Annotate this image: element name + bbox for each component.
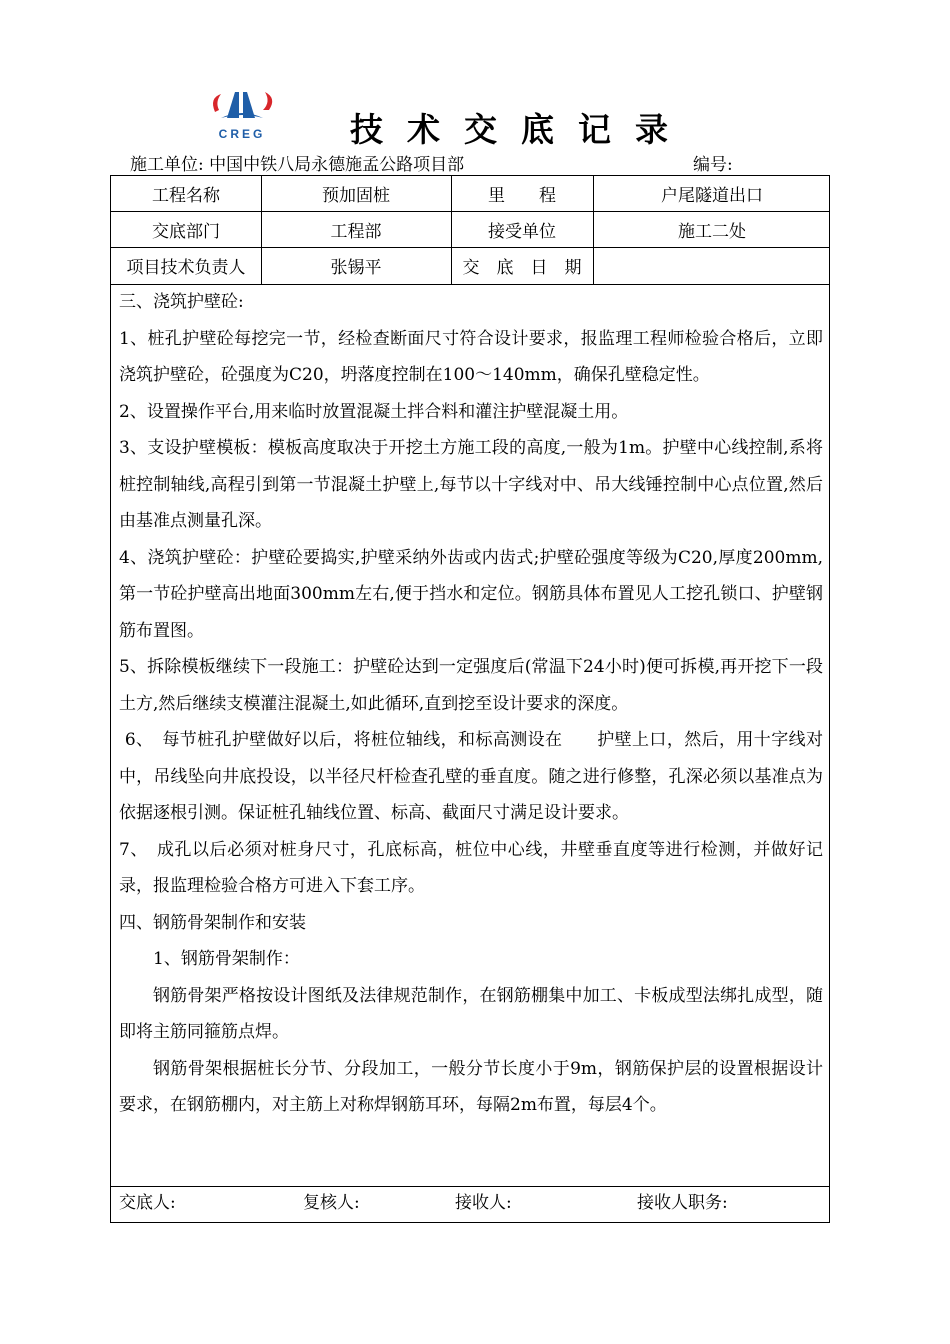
construction-unit-label: 施工单位:	[130, 155, 204, 175]
company-logo	[205, 88, 279, 142]
table-row-divider	[111, 1186, 829, 1187]
receiver-signature: 接收人:	[455, 1193, 512, 1213]
tech-lead-label: 项目技术负责人	[126, 258, 246, 278]
mileage-label: 里 程	[488, 186, 556, 206]
section-heading: 四、钢筋骨架制作和安装	[119, 912, 306, 933]
presenter-signature: 交底人:	[119, 1193, 176, 1213]
paragraph: 1、桩孔护壁砼每挖完一节，经检查断面尺寸符合设计要求，报监理工程师检验合格后，立即浇筑护壁砼，砼强度为C20，坍落度控制在100～140mm，确保孔壁稳定性。	[119, 328, 823, 385]
paragraph: 7、 成孔以后必须对桩身尺寸，孔底标高，桩位中心线，井壁垂直度等进行检测，并做好记录，报监理检验合格方可进入下套工序。	[119, 839, 823, 896]
date-label: 交 底 日 期	[462, 258, 582, 278]
reviewer-signature: 复核人:	[303, 1193, 360, 1213]
receiving-unit-label: 接受单位	[488, 221, 556, 242]
svg-text:CREG: CREG	[218, 127, 266, 141]
document-number	[693, 150, 733, 175]
sub-heading: 1、钢筋骨架制作：	[153, 949, 300, 969]
date-value	[593, 247, 831, 284]
paragraph: 钢筋骨架根据桩长分节、分段加工，一般分节长度小于9m，钢筋保护层的设置根据设计要求，在钢筋棚内，对主筋上对称焊钢筋耳环，每隔2m布置，每层4个。	[119, 1058, 823, 1115]
paragraph: 4、浇筑护壁砼：护壁砼要捣实,护壁采纳外齿或内齿式;护壁砼强度等级为C20,厚度200mm,第一节砼护壁高出地面300mm左右,便于挡水和定位。钢筋具体布置见人工挖孔锁口、护壁钢筋布置图。	[119, 547, 823, 641]
department-label: 交底部门	[152, 221, 220, 242]
paragraph: 6、 每节桩孔护壁做好以后，将桩位轴线，和标高测设在 护壁上口，然后，用十字线对中，吊线坠向井底投设，以半径尺杆检查孔壁的垂直度。随之进行修整，孔深必须以基准点为依据逐根引测。保证桩孔轴线位置、标高、截面尺寸满足设计要求。	[119, 730, 823, 823]
disclosure-content	[119, 284, 823, 1124]
construction-unit	[130, 150, 464, 175]
document-title: 技术交底记录	[350, 110, 692, 149]
paragraph: 5、拆除模板继续下一段施工：护壁砼达到一定强度后(常温下24小时)便可拆模,再开挖下一段土方,然后继续支模灌注混凝土,如此循环,直到挖至设计要求的深度。	[119, 657, 823, 714]
section-heading: 三、浇筑护壁砼:	[119, 292, 244, 312]
project-name-label: 工程名称	[152, 186, 220, 206]
department-value: 工程部	[330, 221, 382, 242]
paragraph: 钢筋骨架严格按设计图纸及法律规范制作，在钢筋棚集中加工、卡板成型法绑扎成型，随即将主筋同箍筋点焊。	[119, 985, 823, 1042]
receiver-title-signature: 接收人职务:	[637, 1193, 728, 1213]
document-number-label: 编号:	[693, 155, 733, 175]
paragraph: 2、设置操作平台,用来临时放置混凝土拌合料和灌注护壁混凝土用。	[119, 401, 629, 422]
receiving-unit-value: 施工二处	[678, 221, 746, 242]
paragraph: 3、支设护壁模板：模板高度取决于开挖土方施工段的高度,一般为1m。护壁中心线控制,系将桩控制轴线,高程引到第一节混凝土护壁上,每节以十字线对中、吊大线锤控制中心点位置,然后由基准点测量孔深。	[119, 438, 823, 531]
project-name-value: 预加固桩	[322, 186, 390, 206]
record-table	[110, 175, 830, 1223]
mileage-value: 户尾隧道出口	[661, 186, 763, 206]
tech-lead-value: 张锡平	[330, 258, 382, 278]
construction-unit-value: 中国中铁八局永德施孟公路项目部	[209, 155, 465, 175]
